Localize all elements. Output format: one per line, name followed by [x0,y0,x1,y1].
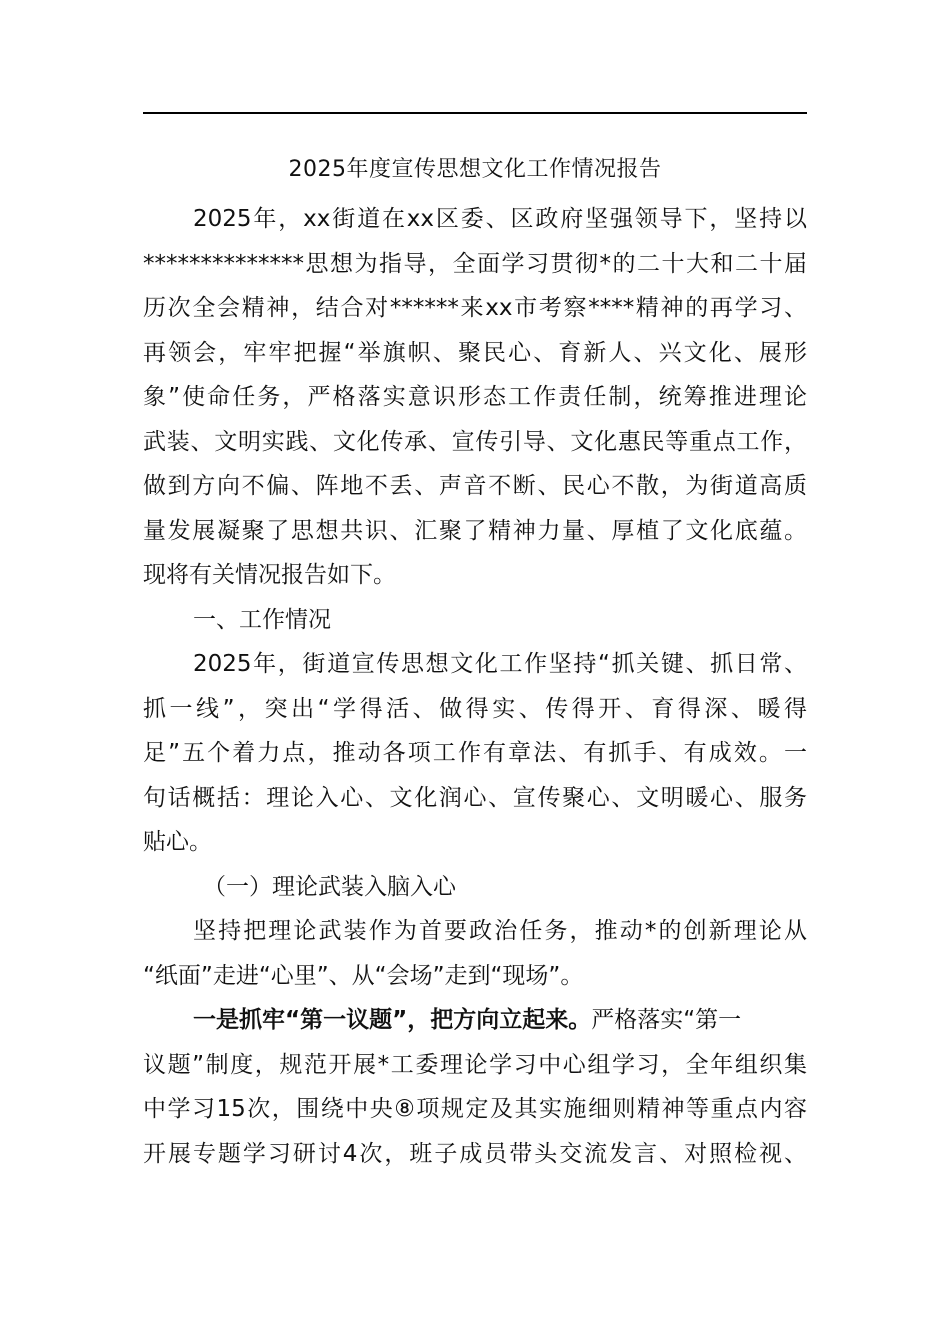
paragraph-line: 句话概括：理论入心、文化润心、宣传聚心、文明暖心、服务 [143,784,807,811]
paragraph-text: 严格落实“第一 [591,1007,742,1033]
paragraph-line: 现将有关情况报告如下。 [143,562,396,588]
paragraph-line: 中学习15次，围绕中央⑧项规定及其实施细则精神等重点内容 [143,1096,807,1122]
paragraph-line: 武装、文明实践、文化传承、宣传引导、文化惠民等重点工作， [143,428,807,455]
header-rule [143,112,807,114]
paragraph-line: 抓一线”，突出“学得活、做得实、传得开、育得深、暖得 [143,695,807,722]
document-body [143,197,807,1176]
document-title: 2025年度宣传思想文化工作情况报告 [288,157,662,182]
paragraph-line: 2025年，xx街道在xx区委、区政府坚强领导下，坚持以 [193,206,807,232]
paragraph-line [143,998,807,1043]
paragraph-line: 做到方向不偏、阵地不丢、声音不断、民心不散，为街道高质 [143,473,807,499]
paragraph-line: 2025年，街道宣传思想文化工作坚持“抓关键、抓日常、 [193,651,807,677]
paragraph-line: 历次全会精神，结合对******来xx市考察****精神的再学习、 [143,295,807,321]
paragraph-line: 坚持把理论武装作为首要政治任务，推动*的创新理论从 [193,918,807,944]
paragraph-line: 贴心。 [143,829,212,855]
section-heading: 一、工作情况 [193,606,331,633]
paragraph-line: 开展专题学习研讨4次，班子成员带头交流发言、对照检视、 [143,1140,807,1167]
paragraph-line: 量发展凝聚了思想共识、汇聚了精神力量、厚植了文化底蕴。 [143,517,807,544]
subsection-heading: （一）理论武装入脑入心 [203,873,456,900]
paragraph-line: 足”五个着力点，推动各项工作有章法、有抓手、有成效。一 [143,740,807,766]
paragraph-line: 再领会，牢牢把握“举旗帜、聚民心、育新人、兴文化、展形 [143,339,807,366]
bold-lead-phrase: 一是抓牢“第一议题”，把方向立起来。 [193,1007,592,1033]
paragraph-line: “纸面”走进“心里”、从“会场”走到“现场”。 [143,962,584,989]
paragraph-line: 议题”制度，规范开展*工委理论学习中心组学习，全年组织集 [143,1051,807,1078]
paragraph-line: **************思想为指导，全面学习贯彻*的二十大和二十届 [143,250,807,277]
paragraph-line: 象”使命任务，严格落实意识形态工作责任制，统筹推进理论 [143,384,807,410]
